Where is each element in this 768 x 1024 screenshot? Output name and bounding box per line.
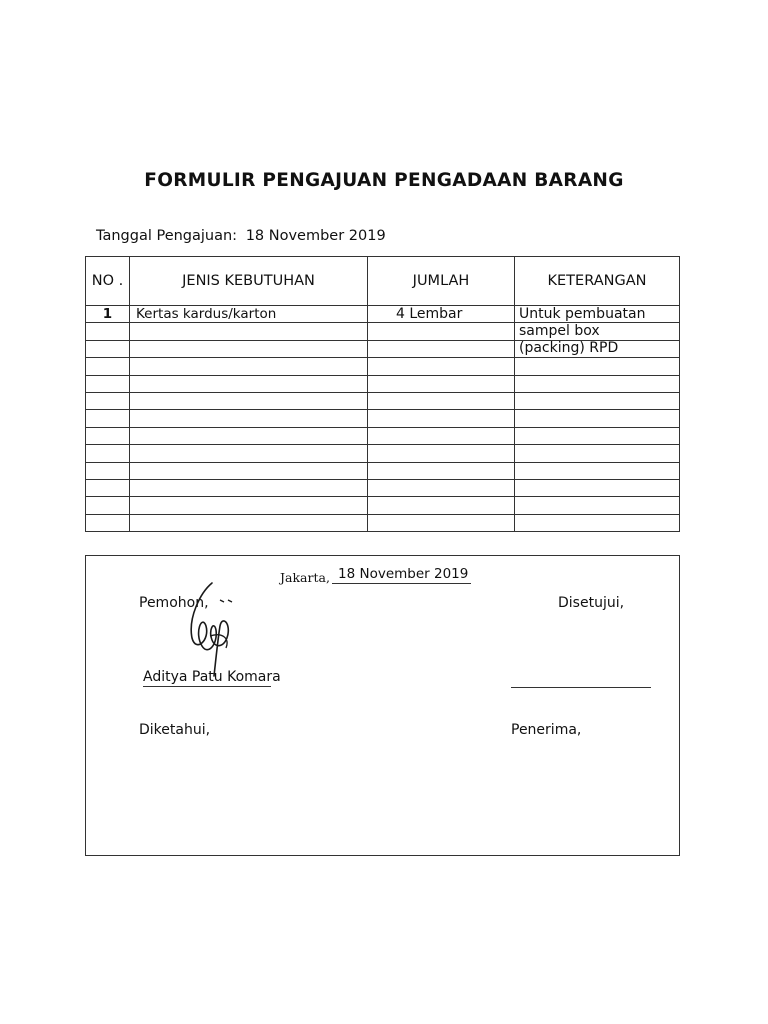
header-item: JENIS KEBUTUHAN bbox=[130, 257, 368, 306]
cell-qty bbox=[368, 392, 515, 409]
form-title: FORMULIR PENGAJUAN PENGADAAN BARANG bbox=[144, 170, 624, 191]
cell-note bbox=[515, 445, 680, 462]
items-table bbox=[85, 256, 680, 532]
cell-note bbox=[515, 306, 680, 356]
cell-note-text: Untuk pembuatan sampel box (packing) RPD bbox=[519, 306, 646, 356]
cell-no bbox=[86, 479, 130, 496]
cell-no bbox=[86, 392, 130, 409]
table-row bbox=[86, 358, 680, 375]
table-header-row bbox=[86, 257, 680, 306]
approver-signature-line bbox=[511, 687, 651, 688]
cell-qty bbox=[368, 375, 515, 392]
table-row bbox=[86, 427, 680, 444]
table-row bbox=[86, 514, 680, 531]
cell-note bbox=[515, 410, 680, 427]
cell-no bbox=[86, 497, 130, 514]
cell-no bbox=[86, 358, 130, 375]
cell-qty bbox=[368, 514, 515, 531]
cell-note bbox=[515, 392, 680, 409]
submission-date-value: 18 November 2019 bbox=[245, 228, 386, 244]
cell-no bbox=[86, 427, 130, 444]
cell-item bbox=[130, 323, 368, 340]
cell-qty bbox=[368, 340, 515, 357]
table-row bbox=[86, 410, 680, 427]
cell-item bbox=[130, 497, 368, 514]
submission-date-line bbox=[96, 228, 386, 244]
cell-qty bbox=[368, 445, 515, 462]
table-row bbox=[86, 497, 680, 514]
cell-item bbox=[130, 445, 368, 462]
cell-no bbox=[86, 462, 130, 479]
table-row bbox=[86, 392, 680, 409]
cell-item bbox=[130, 410, 368, 427]
cell-note bbox=[515, 358, 680, 375]
applicant-label: Pemohon, bbox=[139, 595, 209, 611]
header-note: KETERANGAN bbox=[515, 257, 680, 306]
cell-no bbox=[86, 410, 130, 427]
cell-note bbox=[515, 427, 680, 444]
handwritten-signature bbox=[182, 578, 242, 678]
cell-qty bbox=[368, 497, 515, 514]
table-body bbox=[86, 306, 680, 532]
cell-note bbox=[515, 479, 680, 496]
acknowledged-label: Diketahui, bbox=[139, 722, 211, 738]
table-row bbox=[86, 462, 680, 479]
cell-qty bbox=[368, 427, 515, 444]
cell-item bbox=[130, 375, 368, 392]
cell-qty bbox=[368, 358, 515, 375]
signature-place: Jakarta, bbox=[280, 570, 330, 585]
cell-qty bbox=[368, 410, 515, 427]
header-no: NO . bbox=[86, 257, 130, 306]
cell-no: 1 bbox=[86, 306, 130, 323]
cell-qty bbox=[368, 323, 515, 340]
table-row bbox=[86, 375, 680, 392]
cell-no bbox=[86, 445, 130, 462]
cell-no bbox=[86, 514, 130, 531]
applicant-name: Aditya Patu Komara bbox=[143, 669, 281, 685]
signature-box bbox=[85, 555, 680, 856]
cell-note bbox=[515, 514, 680, 531]
cell-item bbox=[130, 427, 368, 444]
cell-note bbox=[515, 462, 680, 479]
cell-item bbox=[130, 340, 368, 357]
cell-item bbox=[130, 514, 368, 531]
cell-item: Kertas kardus/karton bbox=[130, 306, 368, 323]
submission-date-label: Tanggal Pengajuan: bbox=[96, 228, 238, 244]
approver-label: Disetujui, bbox=[558, 595, 625, 611]
cell-no bbox=[86, 340, 130, 357]
cell-item bbox=[130, 479, 368, 496]
cell-item bbox=[130, 358, 368, 375]
cell-note bbox=[515, 497, 680, 514]
table-row bbox=[86, 306, 680, 323]
cell-no bbox=[86, 323, 130, 340]
signature-date: 18 November 2019 bbox=[332, 566, 471, 584]
cell-qty bbox=[368, 462, 515, 479]
cell-item bbox=[130, 392, 368, 409]
table-row bbox=[86, 445, 680, 462]
cell-note bbox=[515, 375, 680, 392]
cell-no bbox=[86, 375, 130, 392]
cell-qty bbox=[368, 479, 515, 496]
cell-item bbox=[130, 462, 368, 479]
receiver-label: Penerima, bbox=[511, 722, 582, 738]
header-qty: JUMLAH bbox=[368, 257, 515, 306]
cell-qty: 4 Lembar bbox=[368, 306, 515, 323]
table-row bbox=[86, 479, 680, 496]
